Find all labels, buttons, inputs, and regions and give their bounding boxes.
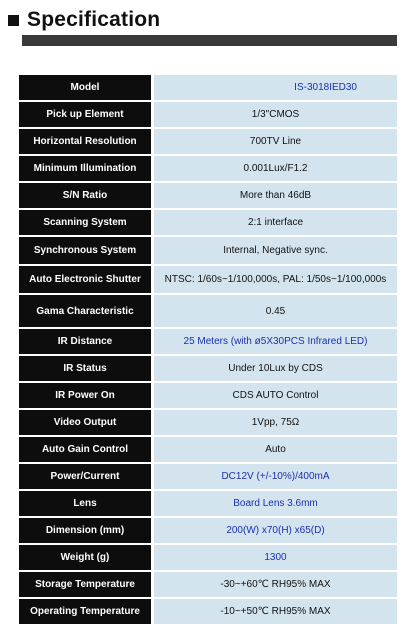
spec-value: -10~+50℃ RH95% MAX — [154, 599, 397, 624]
spec-label: Auto Gain Control — [19, 437, 154, 462]
spec-row-video-output — [19, 410, 397, 435]
spec-row-auto-gain-control — [19, 437, 397, 462]
spec-value: 200(W) x70(H) x65(D) — [154, 518, 397, 543]
spec-label: Lens — [19, 491, 154, 516]
spec-value: Internal, Negative sync. — [154, 237, 397, 264]
spec-label: Weight (g) — [19, 545, 154, 570]
spec-row-power-current — [19, 464, 397, 489]
spec-value: 1/3"CMOS — [154, 102, 397, 127]
spec-row-scanning-system — [19, 210, 397, 235]
spec-value: NTSC: 1/60s~1/100,000s, PAL: 1/50s~1/100,000s — [154, 266, 397, 293]
spec-label: Scanning System — [19, 210, 154, 235]
spec-row-ir-distance — [19, 329, 397, 354]
spec-value: Auto — [154, 437, 397, 462]
spec-label: Pick up Element — [19, 102, 154, 127]
square-bullet-icon — [8, 15, 19, 26]
spec-label: IR Distance — [19, 329, 154, 354]
spec-table — [19, 73, 397, 626]
spec-label: IR Power On — [19, 383, 154, 408]
spec-label: Horizontal Resolution — [19, 129, 154, 154]
spec-row-dimension — [19, 518, 397, 543]
spec-row-storage-temperature — [19, 572, 397, 597]
spec-value: 700TV Line — [154, 129, 397, 154]
spec-row-weight — [19, 545, 397, 570]
spec-value: 2:1 interface — [154, 210, 397, 235]
spec-row-synchronous-system — [19, 237, 397, 264]
spec-row-gama-characteristic — [19, 295, 397, 327]
spec-label: Storage Temperature — [19, 572, 154, 597]
section-header — [8, 6, 160, 34]
spec-value: 1Vpp, 75Ω — [154, 410, 397, 435]
spec-row-minimum-illumination — [19, 156, 397, 181]
spec-label: Model — [19, 75, 154, 100]
spec-row-ir-power-on — [19, 383, 397, 408]
spec-value: 25 Meters (with ø5X30PCS Infrared LED) — [154, 329, 397, 354]
spec-row-lens — [19, 491, 397, 516]
spec-row-horizontal-resolution — [19, 129, 397, 154]
spec-value: -30~+60℃ RH95% MAX — [154, 572, 397, 597]
spec-label: IR Status — [19, 356, 154, 381]
spec-value: CDS AUTO Control — [154, 383, 397, 408]
spec-label: S/N Ratio — [19, 183, 154, 208]
page-title: Specification — [27, 8, 161, 31]
spec-label: Dimension (mm) — [19, 518, 154, 543]
spec-value: Under 10Lux by CDS — [154, 356, 397, 381]
spec-label: Gama Characteristic — [19, 295, 154, 327]
spec-row-operating-temperature — [19, 599, 397, 624]
spec-value: More than 46dB — [154, 183, 397, 208]
spec-row-auto-electronic-shutter — [19, 266, 397, 293]
header-divider-bar — [22, 35, 397, 46]
spec-value: 0.45 — [154, 295, 397, 327]
spec-row-sn-ratio — [19, 183, 397, 208]
spec-label: Operating Temperature — [19, 599, 154, 624]
spec-value: 1300 — [154, 545, 397, 570]
spec-label: Synchronous System — [19, 237, 154, 264]
spec-row-model — [19, 75, 397, 100]
spec-row-ir-status — [19, 356, 397, 381]
spec-label: Video Output — [19, 410, 154, 435]
spec-value: Board Lens 3.6mm — [154, 491, 397, 516]
spec-label: Minimum Illumination — [19, 156, 154, 181]
spec-value: 0.001Lux/F1.2 — [154, 156, 397, 181]
spec-label: Auto Electronic Shutter — [19, 266, 154, 293]
spec-value: DC12V (+/-10%)/400mA — [154, 464, 397, 489]
spec-label: Power/Current — [19, 464, 154, 489]
spec-value: IS-3018IED30 — [154, 75, 397, 100]
spec-row-pickup-element — [19, 102, 397, 127]
